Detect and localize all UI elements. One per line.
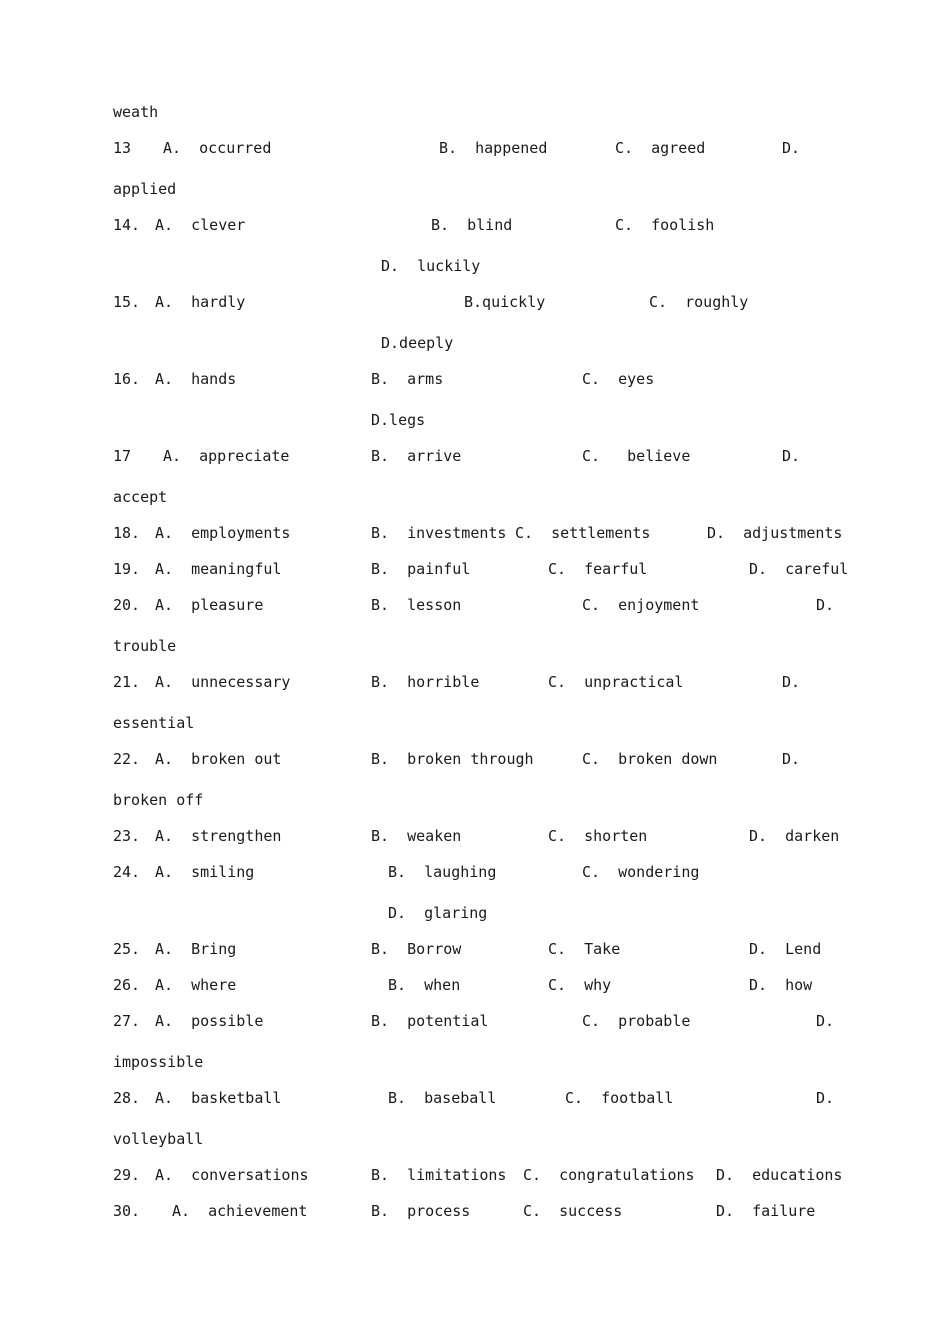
continuation-text: applied	[113, 180, 177, 198]
question-number: 15.	[113, 293, 141, 311]
continuation-text: impossible	[113, 1053, 204, 1071]
option-b: B. process	[371, 1202, 471, 1220]
option-d: D.	[782, 139, 801, 157]
question-number: 18.	[113, 524, 141, 542]
option-c: C. roughly	[649, 293, 749, 311]
option-c: C. success	[523, 1202, 623, 1220]
option-d: D.	[816, 1089, 835, 1107]
option-d: D.	[782, 750, 801, 768]
continuation-text: essential	[113, 714, 195, 732]
option-d: D. failure	[716, 1202, 816, 1220]
question-number: 28.	[113, 1089, 141, 1107]
option-d: D. careful	[749, 560, 849, 578]
option-b: B. arms	[371, 370, 444, 388]
option-c: C. fearful	[548, 560, 648, 578]
option-c: C. broken down	[582, 750, 718, 768]
option-a: A. strengthen	[155, 827, 282, 845]
option-d: D.	[782, 673, 801, 691]
option-a: A. where	[155, 976, 237, 994]
option-c: C. shorten	[548, 827, 648, 845]
option-d: D. luckily	[381, 257, 481, 275]
option-a: A. broken out	[155, 750, 282, 768]
option-a: A. occurred	[163, 139, 272, 157]
option-a: A. meaningful	[155, 560, 282, 578]
question-number: 30.	[113, 1202, 141, 1220]
question-number: 25.	[113, 940, 141, 958]
continuation-text: trouble	[113, 637, 177, 655]
question-number: 13	[113, 139, 132, 157]
option-b: B. baseball	[388, 1089, 497, 1107]
question-number: 23.	[113, 827, 141, 845]
option-d: D. how	[749, 976, 813, 994]
option-a: A. unnecessary	[155, 673, 291, 691]
question-number: 21.	[113, 673, 141, 691]
question-number: 16.	[113, 370, 141, 388]
option-b: B. broken through	[371, 750, 534, 768]
option-b: B. blind	[431, 216, 513, 234]
option-b: B. potential	[371, 1012, 489, 1030]
option-d: D. Lend	[749, 940, 822, 958]
option-c: C. foolish	[615, 216, 715, 234]
option-b: B. Borrow	[371, 940, 462, 958]
option-a: A. Bring	[155, 940, 237, 958]
option-c: C. congratulations	[523, 1166, 695, 1184]
option-d: D. adjustments	[707, 524, 843, 542]
option-d: D.	[816, 596, 835, 614]
option-a: A. hands	[155, 370, 237, 388]
option-d: D. educations	[716, 1166, 843, 1184]
option-a: A. employments	[155, 524, 291, 542]
option-c: C. agreed	[615, 139, 706, 157]
option-b: B. horrible	[371, 673, 480, 691]
option-b: B. limitations	[371, 1166, 507, 1184]
question-number: 22.	[113, 750, 141, 768]
option-d: D. darken	[749, 827, 840, 845]
option-a: A. possible	[155, 1012, 264, 1030]
option-a: A. achievement	[172, 1202, 308, 1220]
option-b: B. laughing	[388, 863, 497, 881]
continuation-text: volleyball	[113, 1130, 204, 1148]
question-number: 26.	[113, 976, 141, 994]
continuation-text: broken off	[113, 791, 204, 809]
option-c: C. football	[565, 1089, 674, 1107]
option-c: C. why	[548, 976, 612, 994]
question-number: 17	[113, 447, 132, 465]
question-number: 24.	[113, 863, 141, 881]
question-number: 20.	[113, 596, 141, 614]
continuation-text: accept	[113, 488, 168, 506]
option-c: C. enjoyment	[582, 596, 700, 614]
option-c: C. Take	[548, 940, 621, 958]
question-number: 19.	[113, 560, 141, 578]
option-b: B. investments	[371, 524, 507, 542]
option-d: D. glaring	[388, 904, 488, 922]
option-a: A. basketball	[155, 1089, 282, 1107]
option-c: C. settlements	[515, 524, 651, 542]
option-c: C. probable	[582, 1012, 691, 1030]
option-a: A. smiling	[155, 863, 255, 881]
option-b: B. arrive	[371, 447, 462, 465]
question-number: 29.	[113, 1166, 141, 1184]
option-b: B. when	[388, 976, 461, 994]
option-d: D.	[816, 1012, 835, 1030]
option-a: A. clever	[155, 216, 246, 234]
option-b: B. lesson	[371, 596, 462, 614]
option-b: B.quickly	[464, 293, 546, 311]
option-a: A. hardly	[155, 293, 246, 311]
option-d: D.deeply	[381, 334, 454, 352]
option-a: A. conversations	[155, 1166, 309, 1184]
option-b: B. happened	[439, 139, 548, 157]
option-c: C. unpractical	[548, 673, 684, 691]
option-c: C. wondering	[582, 863, 700, 881]
option-a: A. pleasure	[155, 596, 264, 614]
option-d: D.legs	[371, 411, 426, 429]
option-c: C. eyes	[582, 370, 655, 388]
option-b: B. painful	[371, 560, 471, 578]
continuation-text: weath	[113, 103, 159, 121]
option-a: A. appreciate	[163, 447, 290, 465]
option-b: B. weaken	[371, 827, 462, 845]
option-d: D.	[782, 447, 801, 465]
question-number: 14.	[113, 216, 141, 234]
question-number: 27.	[113, 1012, 141, 1030]
option-c: C. believe	[582, 447, 691, 465]
